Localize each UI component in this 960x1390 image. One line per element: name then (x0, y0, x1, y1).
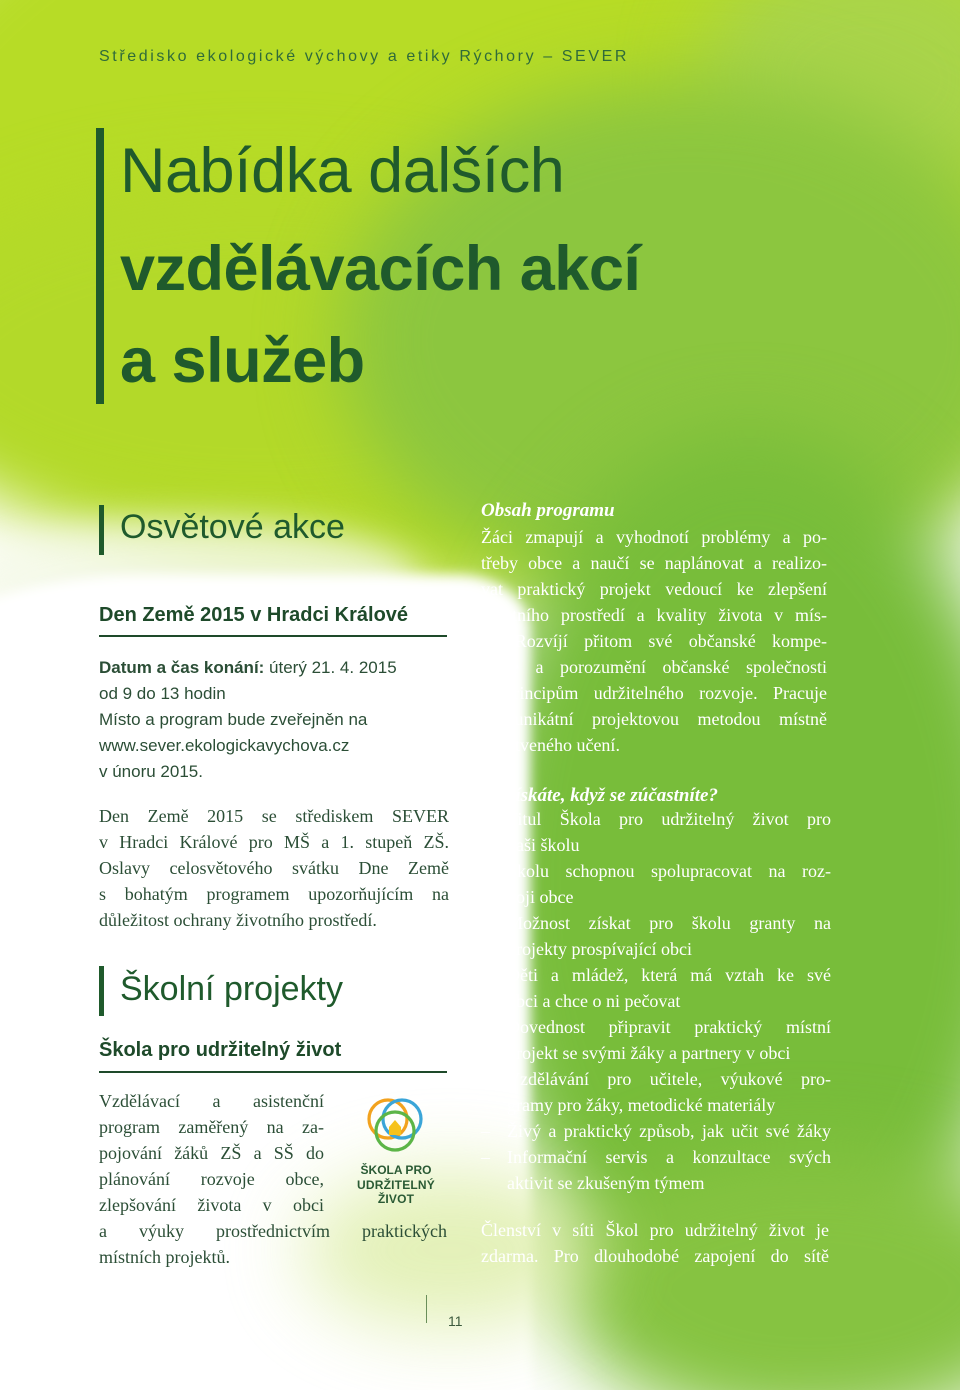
paragraph-line: důležitost ochrany životního prostředí. (99, 910, 377, 930)
program-content-text (481, 524, 827, 758)
datetime-value: úterý 21. 4. 2015 (264, 658, 397, 677)
paragraph-line: třeby obce a naučí se naplánovat a realizo- (481, 553, 827, 573)
dash-bullet: – (481, 1121, 490, 1141)
list-item-text: Živý a praktický způsob, jak učit své žáky (507, 1121, 831, 1141)
paragraph-line: se unikátní projektovou metodou místně (481, 709, 827, 729)
event-title: Den Země 2015 v Hradci Králové (99, 604, 409, 626)
dash-bullet: – (481, 861, 490, 881)
datetime-row (99, 655, 459, 681)
title-accent-bar (96, 128, 104, 404)
paragraph-line: a výuky prostřednictvím praktických (99, 1221, 447, 1241)
paragraph-line: místních projektů. (99, 1247, 230, 1267)
paragraph-line: životního prostředí a kvality života v mís- (481, 605, 827, 625)
detail-line: Místo a program bude zveřejněn na (99, 710, 368, 729)
page-title-line-1: Nabídka dalších (120, 136, 565, 206)
list-item-text: Titul Škola pro udržitelný život pro (507, 809, 831, 829)
list-item-text: Možnost získat pro školu granty na (507, 913, 831, 933)
paragraph-line: Oslavy celosvětového svátku Dne Země (99, 858, 449, 878)
paragraph-line: tence a porozumění občanské společnosti (481, 657, 827, 677)
paragraph-line: vat praktický projekt vedoucí ke zlepšení (481, 579, 827, 599)
dash-bullet: – (481, 913, 490, 933)
benefits-heading: Co získáte, když se zúčastníte? (481, 785, 718, 806)
paragraph-line: Vzdělávací a asistenční (99, 1091, 324, 1111)
list-item-text: obci a chce o ni pečovat (507, 991, 681, 1011)
logo-text-line-2: UDRŽITELNÝ ŽIVOT (357, 1178, 435, 1206)
datetime-label: Datum a čas konání: (99, 658, 265, 677)
dash-bullet: – (481, 1069, 490, 1089)
paragraph-line: Žáci zmapují a vyhodnotí problémy a po- (481, 527, 827, 547)
list-item-text: gramy pro žáky, metodické materiály (507, 1095, 776, 1115)
paragraph-line: zdarma. Pro dlouhodobé zapojení do sítě (481, 1246, 829, 1266)
membership-text (481, 1217, 829, 1269)
paragraph-line: Členství v síti Škol pro udržitelný život je (481, 1220, 829, 1240)
organization-tagline: Středisko ekologické výchovy a etiky Rýchory – SEVER (99, 48, 630, 65)
list-item (481, 1118, 831, 1144)
paragraph-line: Den Země 2015 se střediskem SEVER (99, 806, 449, 826)
page-title-line-3: a služeb (120, 326, 365, 396)
paragraph-line: v Hradci Králové pro MŠ a 1. stupeň ZŠ. (99, 832, 449, 852)
list-item (481, 1066, 831, 1118)
list-item-text: aktivit se zkušeným týmem (507, 1173, 705, 1193)
dash-bullet: – (481, 965, 490, 985)
paragraph-line: s bohatým programem upozorňujícím na (99, 884, 449, 904)
paragraph-line: a principům udržitelného rozvoje. Pracuje (481, 683, 827, 703)
section-heading-osvetove-akce: Osvětové akce (120, 508, 345, 546)
list-item-text: Vzdělávání pro učitele, výukové pro- (507, 1069, 831, 1089)
dash-bullet: – (481, 1147, 490, 1167)
divider (99, 1071, 447, 1073)
event-details (99, 655, 459, 785)
list-item-text: vaši školu (507, 835, 580, 855)
list-item (481, 1014, 831, 1066)
page-title-line-2: vzdělávacích akcí (120, 234, 641, 304)
page-number: 11 (448, 1313, 463, 1329)
list-item (481, 1144, 831, 1196)
dash-bullet: – (481, 1017, 490, 1037)
list-item-text: projekt se svými žáky a partnery v obci (507, 1043, 791, 1063)
list-item (481, 962, 831, 1014)
detail-line: od 9 do 13 hodin (99, 684, 226, 703)
list-item-text: voji obce (507, 887, 574, 907)
paragraph-line: zlepšování života v obci (99, 1195, 324, 1215)
divider (99, 635, 447, 637)
project-title: Škola pro udržitelný život (99, 1039, 342, 1061)
list-item-text: Děti a mládež, která má vztah ke své (507, 965, 831, 985)
section-heading-skolni-projekty: Školní projekty (120, 970, 343, 1008)
paragraph-line: pojování žáků ZŠ a SŠ do (99, 1143, 324, 1163)
benefits-list (481, 806, 831, 1196)
list-item (481, 806, 831, 858)
detail-line: v únoru 2015. (99, 762, 203, 781)
paragraph-line: plánování rozvoje obce, (99, 1169, 324, 1189)
paragraph-line: tě. Rozvíjí přitom své občanské kompe- (481, 631, 827, 651)
list-item (481, 910, 831, 962)
page-number-rule (426, 1295, 427, 1323)
paragraph-line: program zaměřený na za- (99, 1117, 324, 1137)
list-item-text: Informační servis a konzultace svých (507, 1147, 831, 1167)
list-item-text: Školu schopnou spolupracovat na roz- (507, 861, 831, 881)
dash-bullet: – (481, 809, 490, 829)
section-accent-bar (99, 505, 104, 555)
program-content-heading: Obsah programu (481, 500, 615, 521)
website-link[interactable]: www.sever.ekologickavychova.cz (99, 736, 350, 755)
paragraph-line: zakotveného učení. (481, 735, 620, 755)
section-accent-bar (99, 966, 104, 1016)
list-item-text: projekty prospívající obci (507, 939, 692, 959)
event-description (99, 803, 449, 933)
list-item (481, 858, 831, 910)
logo-text-line-1: ŠKOLA PRO (360, 1163, 432, 1177)
list-item-text: Dovednost připravit praktický místní (507, 1017, 831, 1037)
